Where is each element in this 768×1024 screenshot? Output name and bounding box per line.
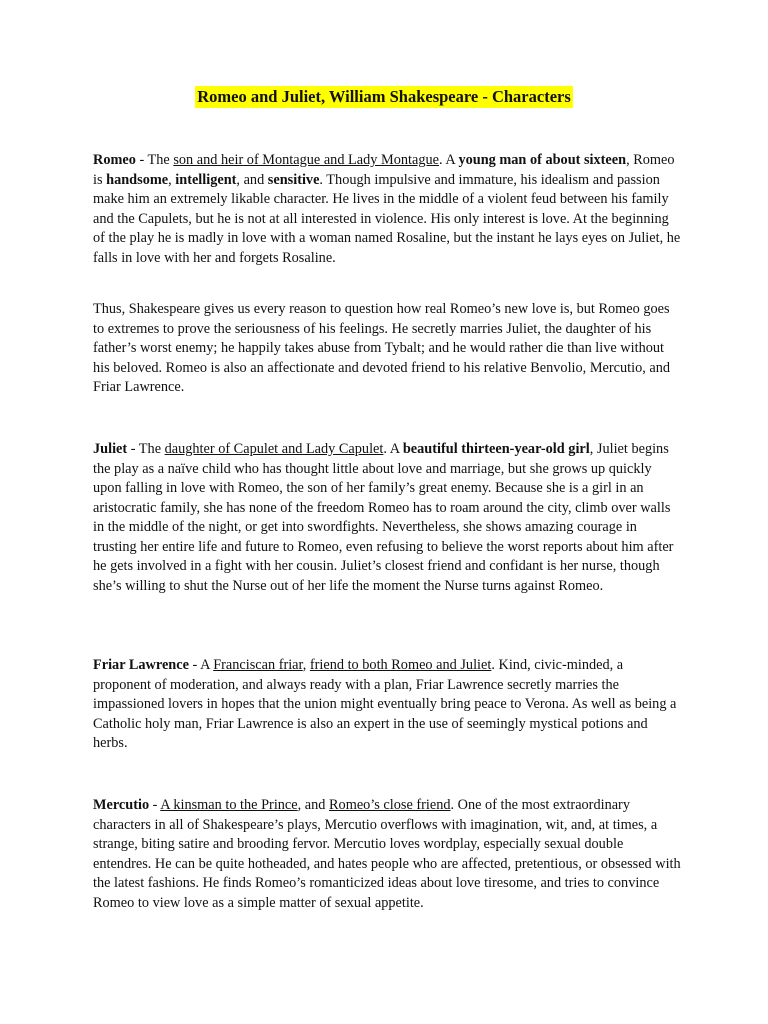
text: . Kind, civic-minded, a proponent of moderation, and always ready with a plan, Friar Lawrence secretly marries the impassioned lovers in hopes that the union might eventually bring peace to Verona. As well as being a Catholic holy man, Friar Lawrence is also an expert in the use of seemingly mystical potions and herbs.: [93, 657, 677, 751]
juliet-paragraph: [93, 440, 683, 596]
bold-text: handsome: [106, 171, 169, 188]
kinsman-link[interactable]: A kinsman to the Prince: [160, 797, 298, 813]
text: . Though impulsive and immature, his idealism and passion make him an extremely likable character. He lives in the middle of a violent feud between his family and the Capulets, but he is not at all interested in violence. His only interest is love. At the beginning of the play he is madly in love with a woman named Rosaline, but the instant he lays eyes on Juliet, he falls in love with her and forgets Rosaline.: [93, 171, 681, 266]
character-name-romeo: Romeo: [93, 152, 136, 168]
text: . A: [383, 441, 403, 457]
text: -: [149, 797, 161, 813]
text: . A: [438, 152, 459, 168]
romeo-paragraph: [93, 151, 683, 268]
text: - The: [127, 441, 165, 457]
text: - The: [135, 152, 174, 168]
character-name-friar: Friar Lawrence: [93, 657, 189, 673]
bold-text: sensitive: [267, 171, 320, 188]
romeo-parent-link[interactable]: son and heir of Montague and Lady Montague: [173, 152, 439, 168]
friar-paragraph: [93, 656, 683, 754]
romeo-paragraph-2: Thus, Shakespeare gives us every reason to question how real Romeo’s new love is, but Romeo goes to extremes to prove the seriousness of his feelings. He secretly marries Juliet, the daughter of his father’s worst enemy; he happily takes abuse from Tybalt; and he would rather die than live without his beloved. Romeo is also an affectionate and devoted friend to his relative Benvolio, Mercutio, and Friar Lawrence.: [93, 301, 671, 395]
bold-text: beautiful thirteen-year-old girl: [402, 441, 590, 457]
text: - A: [188, 657, 214, 673]
character-name-mercutio: Mercutio: [93, 797, 150, 813]
franciscan-friar-link[interactable]: Franciscan friar: [213, 657, 303, 673]
bold-text: young man of about sixteen: [458, 152, 627, 168]
text: ,: [168, 171, 176, 188]
text: , Romeo is: [93, 152, 675, 188]
title-container: [0, 86, 768, 108]
juliet-parent-link[interactable]: daughter of Capulet and Lady Capulet: [164, 441, 384, 457]
friend-link[interactable]: friend to both Romeo and Juliet: [309, 657, 492, 673]
text: , and: [236, 171, 268, 188]
character-name-juliet: Juliet: [93, 441, 128, 457]
text: ,: [302, 657, 310, 673]
text: , Juliet begins the play as a naïve child who has thought little about love and marriage, but she grows up quickly upon falling in love with Romeo, the son of her family’s great enemy. Because she is a girl in an aristocratic family, she has none of the freedom Romeo has to roam around the city, climb over walls in the middle of the night, or get into swordfights. Nevertheless, she shows amazing courage in trusting her entire life and future to Romeo, even refusing to believe the worst reports about him after he gets involved in a fight with her cousin. Juliet’s closest friend and confidant is her nurse, though she’s willing to shut the Nurse out of her life the moment the Nurse turns against Romeo.: [93, 441, 674, 594]
bold-text: intelligent: [175, 171, 237, 188]
close-friend-link[interactable]: Romeo’s close friend: [329, 797, 451, 813]
mercutio-paragraph: [93, 796, 683, 913]
text: , and: [297, 797, 330, 813]
document-title: Romeo and Juliet, William Shakespeare - Characters: [197, 87, 571, 106]
text: . One of the most extraordinary characters in all of Shakespeare’s plays, Mercutio overflows with imagination, wit, and, at times, a strange, biting satire and brooding fervor. Mercutio loves wordplay, especially sexual double entendres. He can be quite hotheaded, and hates people who are affected, pretentious, or obsessed with the latest fashions. He finds Romeo’s romanticized ideas about love tiresome, and tries to convince Romeo to view love as a simple matter of sexual appetite.: [93, 797, 681, 911]
